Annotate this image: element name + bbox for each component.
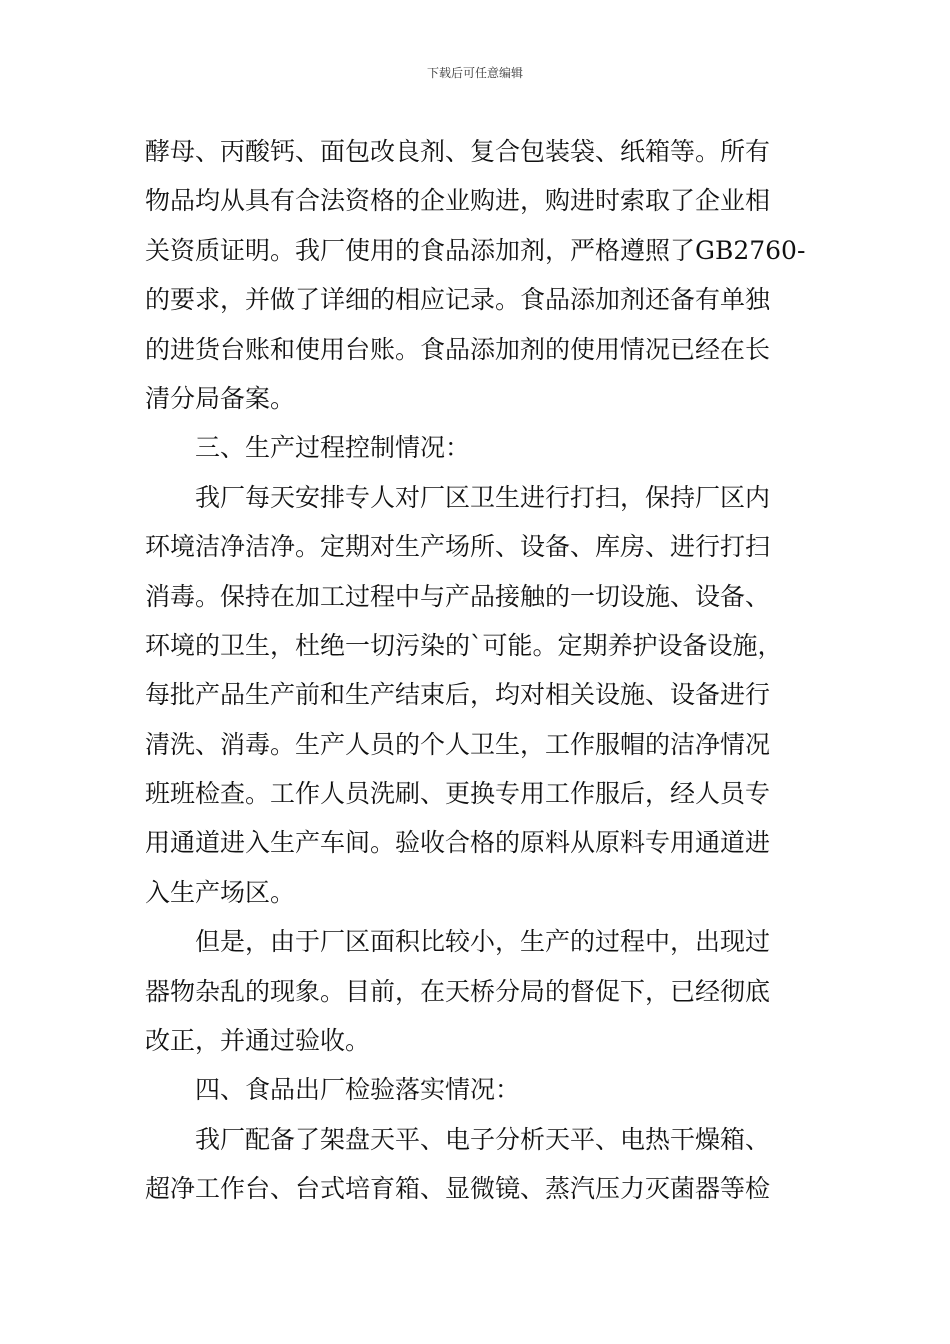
body-line: 环境的卫生，杜绝一切污染的`可能。定期养护设备设施， bbox=[145, 630, 783, 660]
body-line: 消毒。保持在加工过程中与产品接触的一切设施、设备、 bbox=[145, 581, 771, 611]
body-line: 的要求，并做了详细的相应记录。食品添加剂还备有单独 bbox=[145, 285, 771, 315]
body-line: 入生产场区。 bbox=[145, 877, 296, 907]
paragraph-start-line: 我厂配备了架盘天平、电子分析天平、电热干燥箱、 bbox=[195, 1124, 771, 1154]
body-line: 环境洁净洁净。定期对生产场所、设备、库房、进行打扫 bbox=[145, 532, 771, 562]
body-line: 的进货台账和使用台账。食品添加剂的使用情况已经在长 bbox=[145, 334, 771, 364]
paragraph-start-line: 但是，由于厂区面积比较小，生产的过程中，出现过 bbox=[195, 927, 771, 957]
body-line: 改正，并通过验收。 bbox=[145, 1026, 371, 1056]
page-header: 下载后可任意编辑 bbox=[426, 66, 523, 80]
body-line: 用通道进入生产车间。验收合格的原料从原料专用通道进 bbox=[145, 828, 771, 858]
body-line: 物品均从具有合法资格的企业购进，购进时索取了企业相 bbox=[145, 186, 771, 216]
document-body bbox=[145, 127, 810, 1214]
body-line: 超净工作台、台式培育箱、显微镜、蒸汽压力灭菌器等检 bbox=[145, 1174, 771, 1204]
body-line: 清洗、消毒。生产人员的个人卫生，工作服帽的洁净情况 bbox=[145, 729, 771, 759]
body-line: 每批产品生产前和生产结束后，均对相关设施、设备进行 bbox=[145, 680, 771, 710]
section-heading: 三、生产过程控制情况： bbox=[195, 433, 471, 463]
body-line: 酵母、丙酸钙、面包改良剂、复合包装袋、纸箱等。所有 bbox=[145, 137, 771, 166]
body-line: 关资质证明。我厂使用的食品添加剂，严格遵照了GB2760- bbox=[145, 235, 806, 265]
paragraph-start-line: 我厂每天安排专人对厂区卫生进行打扫，保持厂区内 bbox=[195, 482, 771, 512]
body-line: 清分局备案。 bbox=[145, 383, 296, 413]
body-line: 器物杂乱的现象。目前，在天桥分局的督促下，已经彻底 bbox=[145, 976, 771, 1006]
body-line: 班班检查。工作人员洗刷、更换专用工作服后，经人员专 bbox=[145, 779, 771, 809]
section-heading: 四、食品出厂检验落实情况： bbox=[195, 1075, 521, 1105]
